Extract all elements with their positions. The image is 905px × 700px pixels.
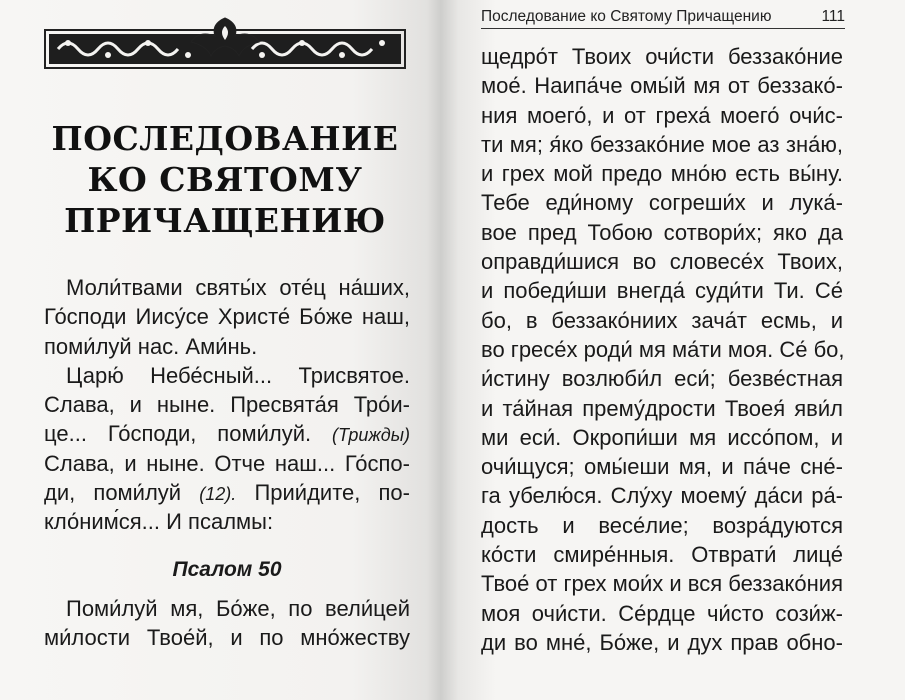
- text-fragment: Прии́дите, по-: [254, 480, 410, 506]
- text-line: ди во мне́, Бо́же, и дух прав обно-: [481, 629, 843, 655]
- text-line: бо, в беззако́ниих зача́т есмь, и: [481, 307, 843, 333]
- text-fragment: ди,: [44, 480, 76, 506]
- text-line: поми́луй нас. Ами́нь.: [44, 333, 258, 359]
- text-line: и́стину возлюби́л еси́; безве́стная: [481, 366, 843, 392]
- running-head-title: Последование ко Святому Причащению: [481, 8, 772, 25]
- text-line: Го́споди Иису́се Христе́ Бо́же наш,: [44, 304, 410, 330]
- title-line: ПОСЛЕДОВАНИЕ: [51, 119, 399, 158]
- text-fragment: Го́споди, поми́луй.: [107, 421, 312, 447]
- text-line: дость и весе́лие; возра́дуются: [481, 512, 843, 538]
- ornament-header-icon: [44, 16, 406, 70]
- page-number: 111: [821, 8, 845, 25]
- text-line: во гресе́х роди́ мя ма́ти моя. Се́ бо,: [481, 336, 845, 362]
- text-line: очи́щуся; омы́еши мя, и па́че сне́-: [481, 454, 843, 480]
- text-line: и грех мой предо мно́ю есть вы́ну.: [481, 161, 843, 187]
- text-line: Поми́луй мя, Бо́же, по вели́цей: [66, 595, 410, 621]
- title-line: КО СВЯТОМУ: [87, 160, 363, 199]
- running-header: [481, 8, 845, 29]
- text-line-mixed: [44, 478, 410, 507]
- text-line: ми́лости Твое́й, и по мно́жеству: [44, 624, 410, 650]
- trizhdy-note: (Трижды): [331, 425, 410, 446]
- text-line: ко́сти смире́нныя. Отврати́ лице́: [481, 542, 843, 568]
- left-text-column: [44, 273, 410, 652]
- left-page: [0, 0, 440, 700]
- repeat-count-note: (12).: [199, 484, 237, 505]
- text-line: ми еси́. Окропи́ши мя иссо́пом, и: [481, 424, 843, 450]
- text-line-mixed: [44, 419, 410, 448]
- text-line: и та́йная прему́дрости Твоея́ яви́л: [481, 395, 843, 421]
- text-line: щедро́т Твоих очи́сти беззако́ние: [481, 44, 843, 69]
- text-line: Моли́твами святы́х оте́ц на́ших,: [66, 275, 410, 300]
- text-line: мое́. Наипа́че омы́й мя от беззако́-: [481, 73, 843, 99]
- text-fragment: це...: [44, 421, 87, 447]
- text-line: Тебе еди́ному согреши́х и лука́-: [481, 190, 843, 216]
- page-title: [40, 118, 410, 241]
- text-line: Твое́ от грех мои́х и вся беззако́ния: [481, 571, 843, 597]
- text-line: и победи́ши внегда́ суди́ти Ти. Се́: [481, 278, 843, 304]
- right-text-column: [481, 42, 843, 657]
- text-line: кло́ним́ся... И псалмы:: [44, 509, 274, 535]
- text-line: Слава, и ныне. Пресвята́я Тро́и-: [44, 392, 410, 418]
- text-line: ния моего́, и от греха́ моего́ очи́с-: [481, 102, 843, 128]
- text-line: ти мя; я́ко беззако́ние мое аз зна́ю,: [481, 131, 843, 157]
- text-line: оправди́шися во словесе́х Твоих,: [481, 249, 843, 275]
- text-line: Слава, и ныне. Отче наш... Го́спо-: [44, 450, 410, 476]
- title-line: ПРИЧАЩЕНИЮ: [64, 201, 386, 240]
- psalm-heading: Псалом 50: [172, 557, 282, 581]
- text-line: Царю́ Небе́сный... Трисвятое.: [66, 362, 410, 388]
- text-line: моя очи́сти. Се́рдце чи́сто сози́ж-: [481, 600, 843, 626]
- text-fragment: поми́луй: [93, 480, 182, 506]
- text-line: га убелю́ся. Слу́ху моему́ да́си ра́-: [481, 483, 843, 509]
- text-line: вое пред Тобою сотвори́х; яко да: [481, 219, 843, 245]
